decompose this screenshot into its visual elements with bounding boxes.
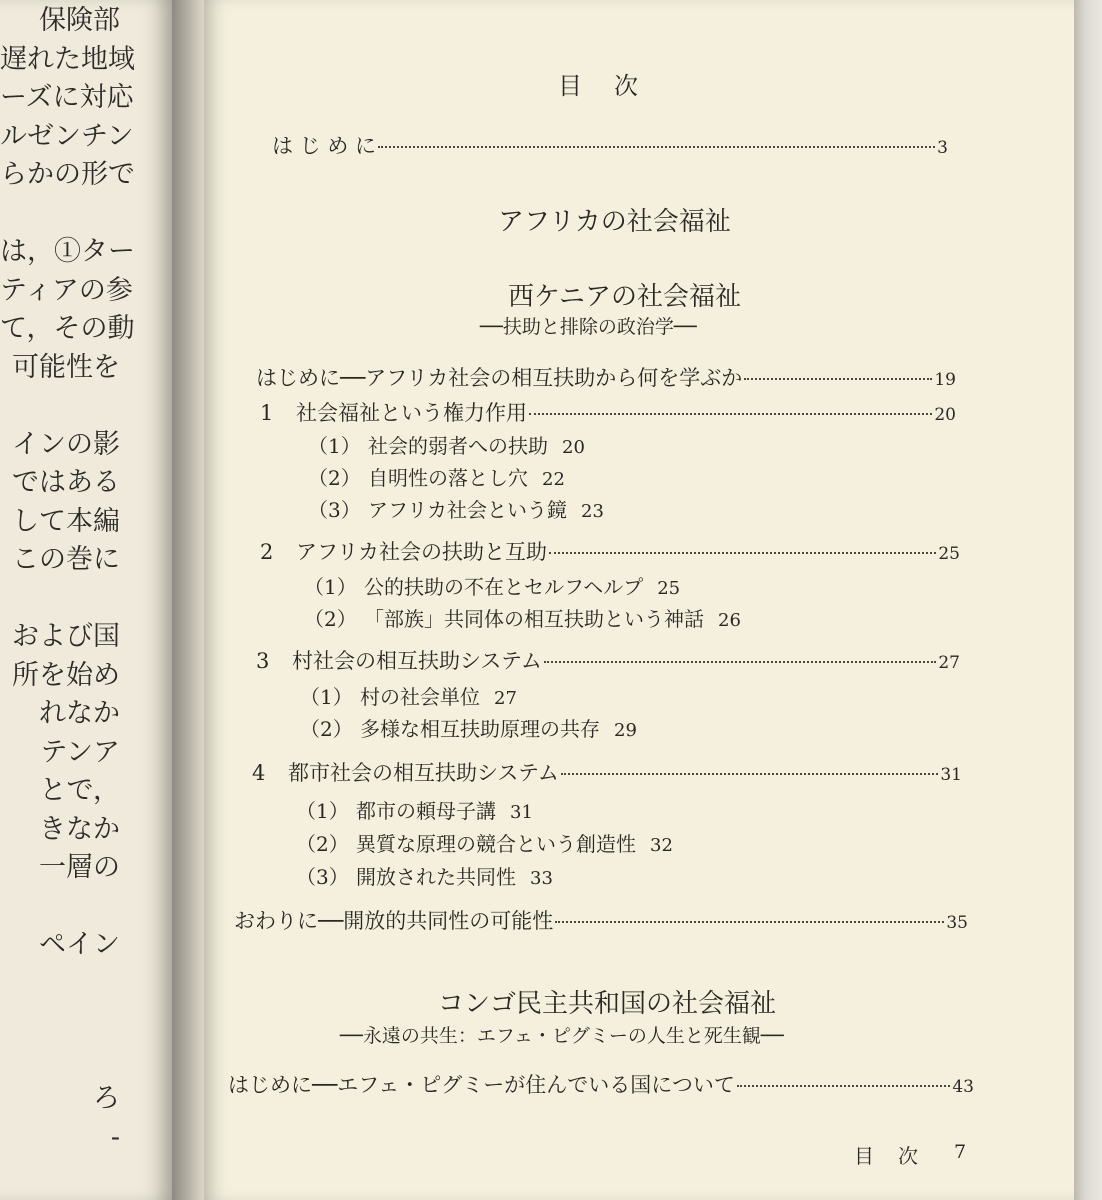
- entry-page: 27: [938, 653, 960, 673]
- toc-entry-section-2: [260, 536, 960, 566]
- left-page-line: 一層の: [39, 852, 120, 883]
- left-page-line: らかの形で: [0, 159, 135, 190]
- entry-page: 20: [934, 405, 956, 425]
- left-page-line: とで，: [39, 775, 120, 806]
- left-page-line: 保険部: [39, 5, 120, 36]
- left-page-line: および国: [12, 621, 120, 652]
- toc-sub-entry: （1） 都市の頼母子講 31: [296, 799, 533, 823]
- entry-label: 1 社会福祉という権力作用: [260, 401, 527, 425]
- left-page-line: して本編: [12, 505, 120, 537]
- entry-label: 3 村社会の相互扶助システム: [256, 649, 542, 673]
- entry-page: 19: [934, 370, 956, 390]
- leader-dots: [555, 921, 944, 923]
- toc-page: [204, 0, 1074, 1200]
- entry-label: おわりに──開放的共同性の可能性: [234, 909, 554, 933]
- toc-entry-section-4: [252, 757, 962, 787]
- leader-dots: [378, 146, 935, 148]
- left-facing-page: [0, 0, 172, 1200]
- left-page-line: インの影: [12, 428, 120, 460]
- left-page-line: テンア: [40, 736, 120, 768]
- entry-label: 4 都市社会の相互扶助システム: [252, 761, 559, 785]
- chapter-title-drc: コンゴ民主共和国の社会福祉: [438, 989, 777, 1019]
- toc-entry-ch2-intro: [228, 1069, 974, 1099]
- chapter-title-west-kenya: 西ケニアの社会福祉: [508, 282, 741, 312]
- left-page-line: 可能性を: [12, 351, 120, 383]
- left-page-line: ではある: [12, 467, 120, 498]
- chapter-subtitle-drc: ──永遠の共生：エフェ・ピグミーの人生と死生観──: [340, 1025, 784, 1047]
- chapter-subtitle-west-kenya: ──扶助と排除の政治学──: [480, 316, 697, 338]
- leader-dots: [544, 661, 936, 663]
- entry-page: 43: [952, 1077, 974, 1097]
- toc-sub-entry: （2） 多様な相互扶助原理の共存 29: [300, 717, 637, 741]
- toc-entry-ch1-intro: [256, 362, 956, 392]
- toc-sub-entry: （2） 自明性の落とし穴 22: [308, 466, 565, 490]
- toc-entry-intro: [272, 130, 948, 160]
- toc-sub-entry: （1） 村の社会単位 27: [300, 685, 517, 709]
- leader-dots: [561, 773, 938, 775]
- page-number: 7: [954, 1141, 967, 1163]
- toc-title: 目 次: [558, 72, 642, 100]
- entry-page: 25: [938, 544, 960, 564]
- left-page-line: この巻に: [12, 544, 120, 575]
- entry-label: 2 アフリカ社会の扶助と互助: [260, 540, 547, 564]
- left-page-line: ティアの参: [0, 274, 133, 306]
- entry-label: はじめに──エフェ・ピグミーが住んでいる国について: [228, 1073, 735, 1097]
- leader-dots: [549, 552, 936, 554]
- left-page-line: ルゼンチン: [0, 120, 134, 152]
- left-page-line: きなか: [39, 813, 120, 845]
- left-page-line: れなか: [39, 698, 120, 729]
- toc-sub-entry: （3） アフリカ社会という鏡 23: [308, 498, 604, 522]
- left-page-line: 所を始め: [12, 659, 120, 691]
- entry-label: は じ め に: [272, 134, 377, 158]
- toc-sub-entry: （2） 異質な原理の競合という創造性 32: [296, 832, 673, 856]
- leader-dots: [737, 1085, 951, 1087]
- left-page-line: ろ: [93, 1083, 120, 1114]
- left-page-line: て，その動: [0, 313, 135, 344]
- toc-sub-entry: （1） 社会的弱者への扶助 20: [308, 434, 585, 458]
- entry-label: はじめに──アフリカ社会の相互扶助から何を学ぶか: [256, 366, 743, 390]
- running-head: 目 次: [854, 1144, 920, 1168]
- entry-page: 31: [940, 765, 962, 785]
- left-page-line: ーズに対応: [0, 82, 134, 113]
- section-heading-africa: アフリカの社会福祉: [498, 207, 731, 237]
- entry-page: 3: [937, 138, 948, 158]
- page-edges: [1074, 0, 1102, 1200]
- left-page-line: 遅れた地域: [0, 43, 135, 75]
- toc-entry-section-1: [260, 397, 956, 427]
- leader-dots: [529, 413, 932, 415]
- left-page-line: は，①ター: [0, 236, 135, 267]
- toc-sub-entry: （1） 公的扶助の不在とセルフヘルプ 25: [304, 575, 681, 599]
- entry-page: 35: [946, 913, 968, 933]
- toc-sub-entry: （3） 開放された共同性 33: [296, 865, 553, 889]
- toc-entry-conclusion: [234, 905, 968, 935]
- left-page-line: ペイン: [39, 929, 120, 960]
- toc-entry-section-3: [256, 645, 960, 675]
- left-page-line: -: [110, 1121, 120, 1153]
- toc-sub-entry: （2） 「部族」共同体の相互扶助という神話 26: [304, 607, 741, 631]
- leader-dots: [744, 378, 932, 380]
